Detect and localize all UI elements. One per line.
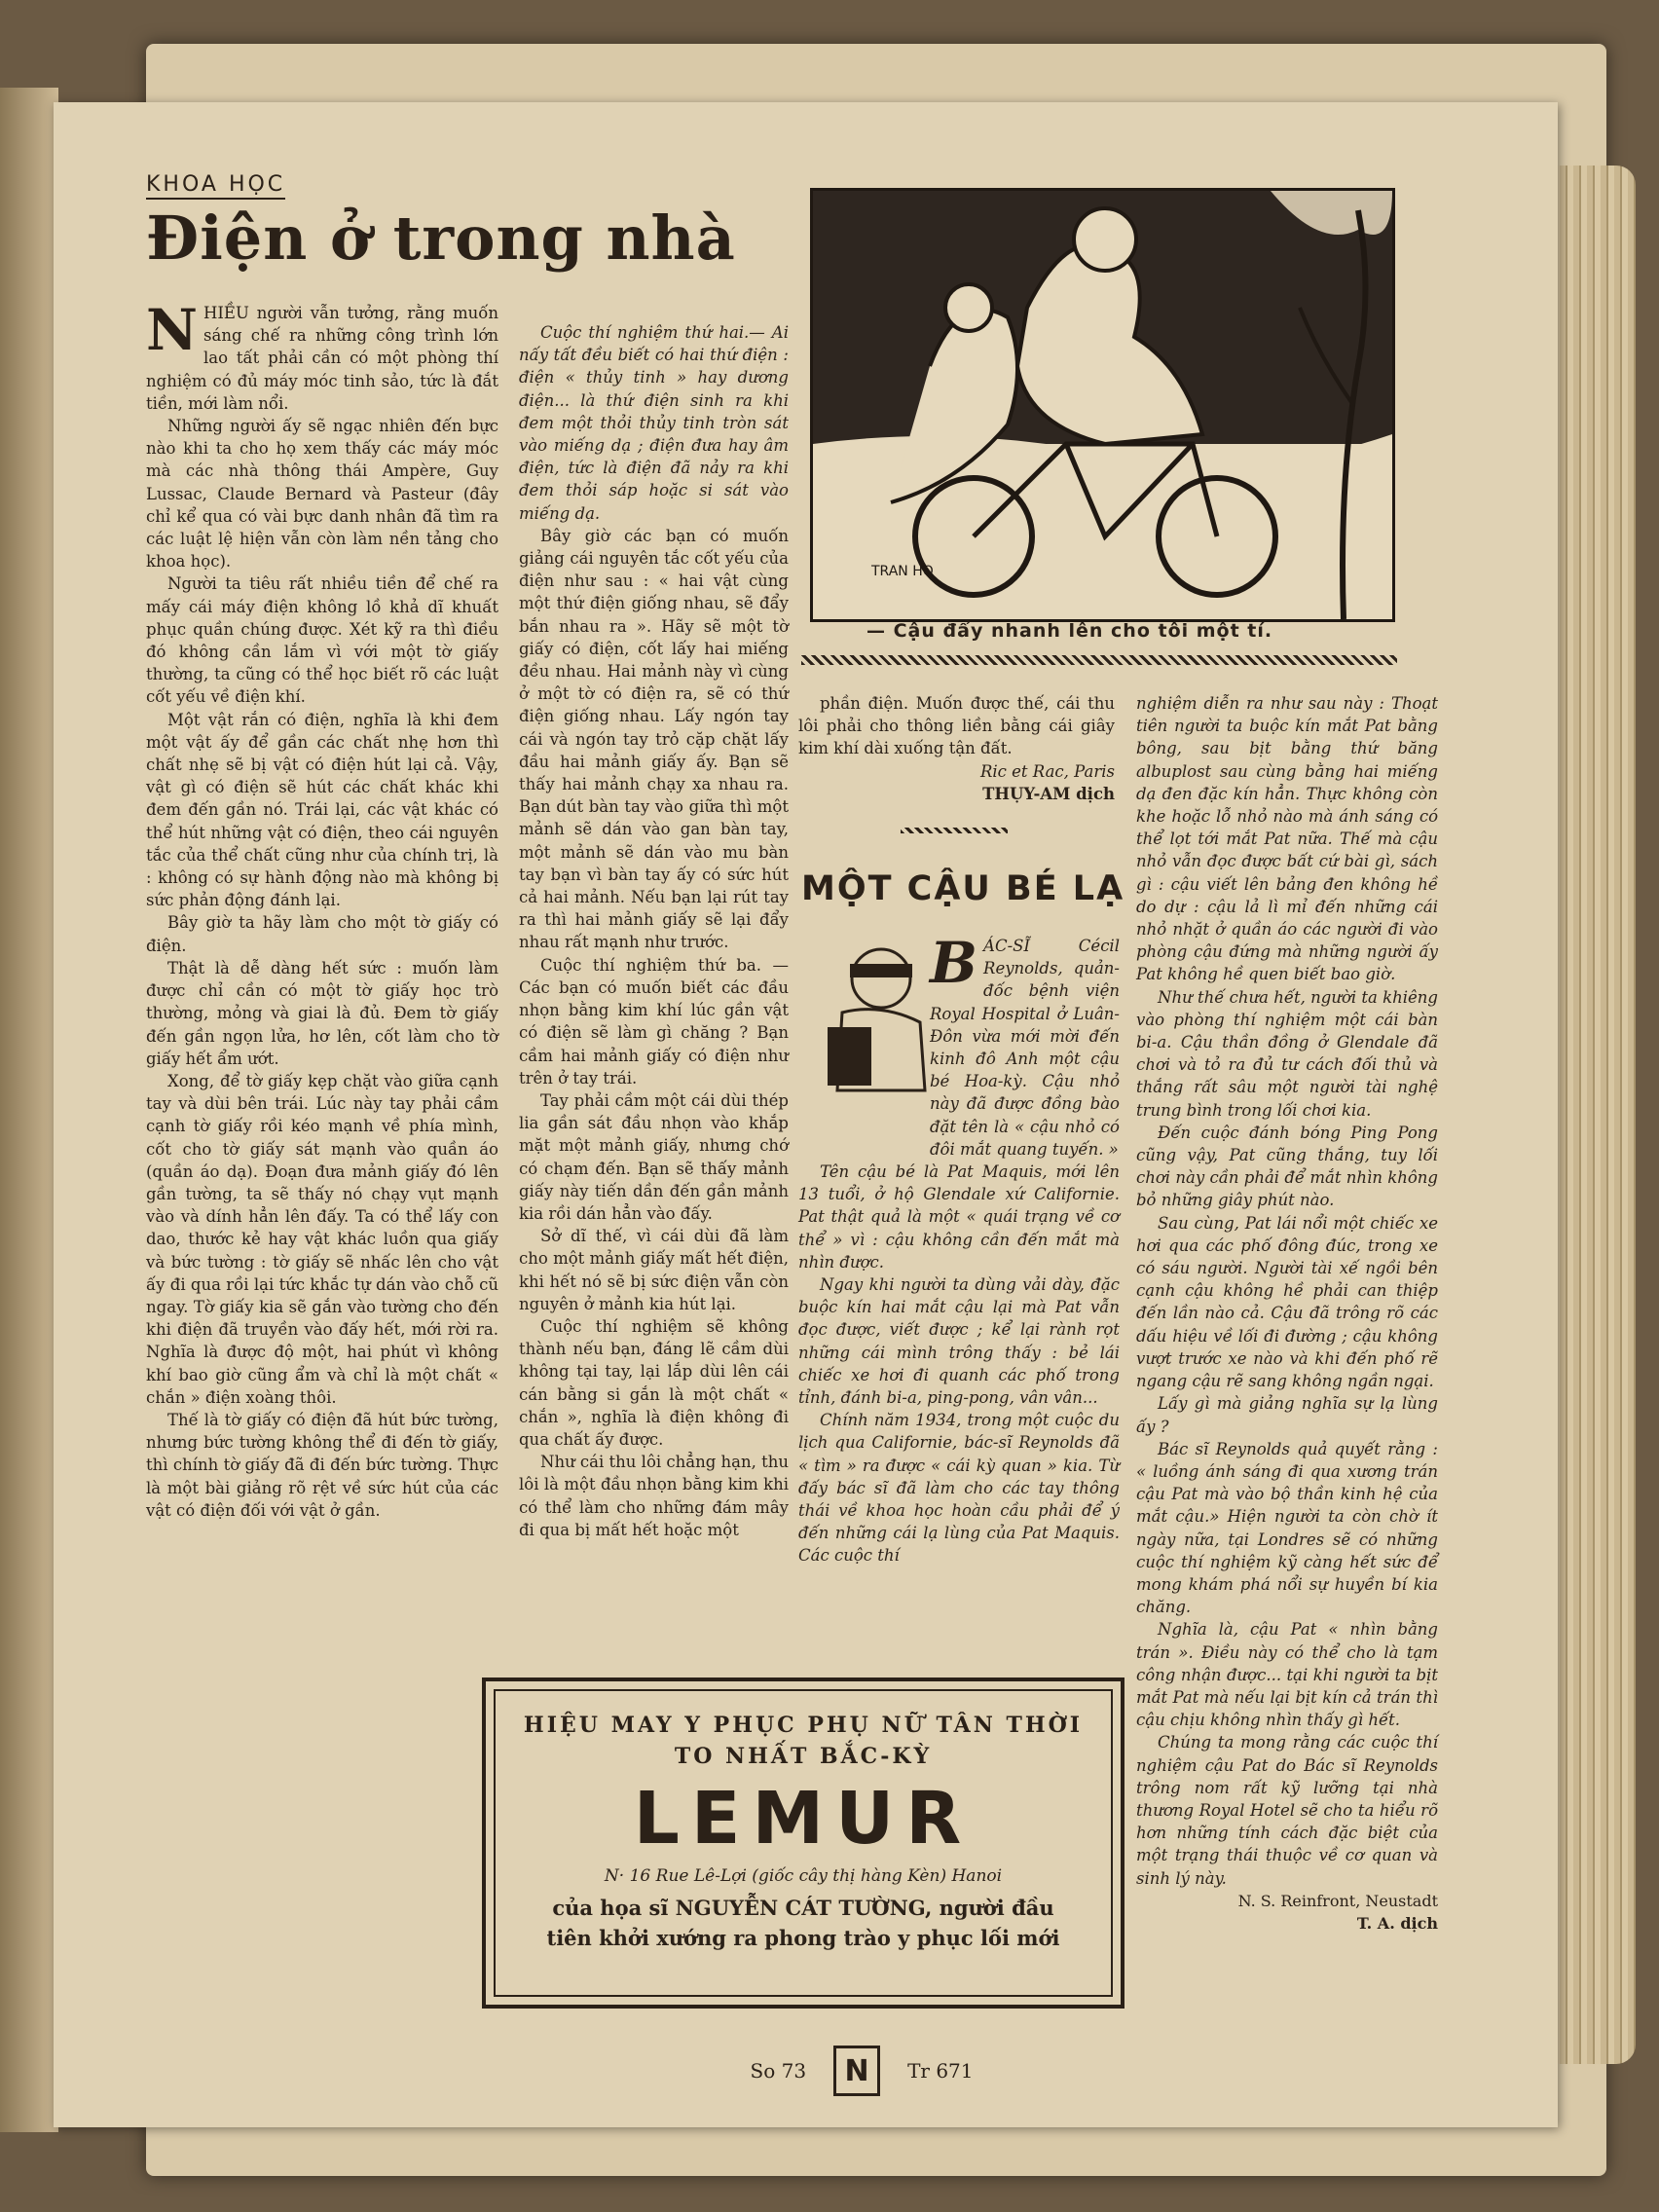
paragraph: Bây giờ ta hãy làm cho một tờ giấy có điện. — [146, 913, 498, 955]
paragraph: Đến cuộc đánh bóng Ping Pong cũng vậy, Pat cũng thắng, tuy lối chơi này cần phải để mắt nhìn không bỏ những giây phút nào. — [1136, 1123, 1438, 1210]
small-rule — [901, 828, 1008, 833]
artist-signature: TRAN HO — [871, 564, 934, 579]
cyclists-drawing — [813, 191, 1392, 619]
paragraph: Như thế chưa hết, người ta khiêng vào phòng thí nghiệm một cái bàn bi-a. Cậu thần đồng ở Glendale đã chơi và tỏ ra đủ tư cách đối thủ và thắng rất sâu một người tài nghệ trung bình trong lối chơi kia. — [1136, 987, 1438, 1120]
issue-number: So 73 — [750, 2059, 807, 2083]
ad-line-6: tiên khởi xướng ra phong trào y phục lối mới — [546, 1926, 1060, 1950]
paragraph: Người ta tiêu rất nhiều tiền để chế ra mấy cái máy điện không lồ khả dĩ khuất phục quần chúng được. Xét kỹ ra thì điều đó không cần lắm vì với một tờ giấy thường, ta cũng có thể học biết rõ các luật cốt yếu về điện khí. — [146, 574, 498, 707]
article-column-3 — [798, 692, 1115, 805]
illustration-caption: — Cậu đẩy nhanh lên cho tôi một tí. — [866, 620, 1273, 642]
story-source: N. S. Reinfront, Neustadt — [1237, 1891, 1438, 1910]
article-column-1 — [146, 297, 498, 1522]
paragraph: Chúng ta mong rằng các cuộc thí nghiệm cậu Pat do Bác sĩ Reynolds trông nom rất kỹ lưỡng tại nhà thương Royal Hotel sẽ cho ta hiểu rõ hơn những tính cách đặc biệt của một trạng thái thuộc về cơ quan và sinh lý này. — [1136, 1733, 1438, 1888]
paragraph: Bác sĩ Reynolds quả quyết rằng : « luồng ánh sáng đi qua xương trán cậu Pat mà vào bộ thần kinh hệ của mắt cậu.» Hiện người ta còn chờ ít ngày nữa, tại Londres sẽ có những cuộc thí nghiệm kỹ càng hết sức để mong khám phá nổi sự huyền bí kia chăng. — [1136, 1439, 1438, 1617]
article-column-2 — [519, 321, 789, 1541]
page-footer — [706, 2046, 1017, 2096]
article-translator: THỤY-AM dịch — [982, 784, 1115, 803]
paragraph: Như cái thu lôi chẳng hạn, thu lôi là một đầu nhọn bằng kim khi có thể làm cho những đám mây đi qua bị mất hết hoặc một — [519, 1453, 790, 1539]
paragraph: Sau cùng, Pat lái nổi một chiếc xe hơi qua các phố đông đúc, trong xe có sáu người. Người tài xế ngồi bên cạnh cậu không hề phải can thiệp đến lần nào cả. Cậu đã trông rõ các dấu hiệu về lối đi đường ; cậu không vượt trước xe nào và khi đến phố rẽ ngang cậu rẽ sang không ngần ngại. — [1136, 1213, 1438, 1391]
drop-cap: N — [146, 297, 199, 363]
drop-cap: B — [930, 930, 978, 996]
paragraph: Cuộc thí nghiệm sẽ không thành nếu bạn, đáng lẽ cầm dùi không tại tay, lại lắp dùi lên cái cán bằng si gắn là một chất « chắn », nghĩa là điện không đi qua chất ấy được. — [519, 1316, 789, 1449]
section-kicker: KHOA HỌC — [146, 172, 285, 200]
paragraph: nghiệm diễn ra như sau này : Thoạt tiên người ta buộc kín mắt Pat bằng bông, sau bịt bằng thứ băng albuplost sau cùng bằng hai miếng dạ đen đặc kín hẳn. Thực không còn khe hoặc lỗ nhỏ nào mà ánh sáng có thể lọt tới mắt Pat nữa. Thế mà cậu nhỏ vẫn đọc được bất cứ bài gì, sách gì : cậu viết lên bảng đen không hề do dự : cậu lả lì mỉ đến những cái nhỏ nhặt ở quần áo các người đi vào phòng cậu đứng mà những người ấy Pat không hề quen biết bao giờ. — [1136, 694, 1438, 984]
paragraph: Lấy gì mà giảng nghĩa sự lạ lùng ấy ? — [1136, 1394, 1438, 1436]
left-page-edge — [0, 88, 58, 2132]
paragraph: phần điện. Muốn được thế, cái thu lôi phải cho thông liền bằng cái giây kim khí dài xuống tận đất. — [798, 694, 1115, 758]
paragraph: Chính năm 1934, trong một cuộc du lịch qua Californie, bác-sĩ Reynolds đã « tìm » ra được « cái kỳ quan » kia. Từ đấy bác sĩ đã làm cho các tay thông thái về khoa học hoàn cầu phải để ý đến những cái lạ lùng của Pat Maquis. Các cuộc thí — [798, 1411, 1120, 1566]
paragraph: Sở dĩ thế, vì cái dùi đã làm cho một mảnh giấy mất hết điện, khi hết nó sẽ bị sức điện vẫn còn nguyên ở mảnh kia hút lại. — [519, 1227, 789, 1313]
story-translator: T. A. dịch — [1356, 1913, 1438, 1933]
paragraph: Những người ấy sẽ ngạc nhiên đến bực nào khi ta cho họ xem thấy các máy móc mà các nhà thông thái Ampère, Guy Lussac, Claude Bernard và Pasteur (đây chỉ kể qua có vài bực danh nhân đã tìm ra các luật lệ hiện vẫn còn làm nền tảng cho khoa học). — [146, 417, 498, 571]
ad-address: N· 16 Rue Lê-Lợi (giốc cây thị hàng Kèn) Hanoi — [604, 1866, 1003, 1886]
paragraph: Thế là tờ giấy có điện đã hút bức tường, nhưng bức tường không thể đi đến tờ giấy, thì chính tờ giấy đã đi đến bức tường. Thực là một bài giảng rõ rệt về sức hút của các vật có điện đối với vật ở gần. — [146, 1410, 498, 1520]
paragraph: Nghĩa là, cậu Pat « nhìn bằng trán ». Điều này có thể cho là tạm công nhận được... tại khi người ta bịt mắt Pat mà nếu lại bịt kín cả trán thì cậu chịu không nhìn thấy gì hết. — [1136, 1620, 1438, 1730]
newspaper-page — [54, 102, 1558, 2127]
paragraph: Cuộc thí nghiệm thứ ba. — Các bạn có muốn biết các đầu nhọn bằng kim khí lúc gần vật có điện sẽ làm gì chăng ? Bạn cầm hai mảnh giấy có điện như trên ở tay trái. — [519, 955, 789, 1088]
paragraph: Xong, để tờ giấy kẹp chặt vào giữa cạnh tay và dùi bên trái. Lúc này tay phải cầm cạnh tờ giấy rồi kéo mạnh về phía mình, cốt cho tờ giấy sát mạnh vào quần áo (quần áo dạ). Đoạn đưa mảnh giấy đó lên gần tường, ta sẽ thấy nó chạy vụt mạnh vào và dính hẳn lên đấy. Ta có thể lấy con dao, thước kẻ hay vật khác luồn qua giấy và bức tường : tờ giấy sẽ nhấc lên cho vật ấy đi qua rồi lại tức khắc tự dán vào chỗ cũ ngay. Tờ giấy kia sẽ gắn vào tường cho đến khi điện đã truyền vào đấy hết, mới rời ra. Nghĩa là được độ một, hai phút vì không khí bao giờ cũng ẩm và chỉ là một chất « chắn » điện xoàng thôi. — [146, 1071, 498, 1407]
ad-line-2: TO NHẤT BẮC-KỲ — [674, 1744, 933, 1769]
article-source: Ric et Rac, Paris — [979, 761, 1115, 781]
story-title: MỘT CẬU BÉ LẠ — [801, 869, 1125, 908]
paragraph: Cuộc thí nghiệm thứ hai.— Ai nấy tất đều biết có hai thứ điện : điện « thủy tinh » hay dương điện... là thứ điện sinh ra khi đem một thỏi thủy tinh tròn sát vào miếng dạ ; điện đưa hay âm điện, tức là điện đã nảy ra khi đem thỏi sáp hoặc si sát vào miếng dạ. — [519, 323, 789, 523]
story-column-b — [1136, 692, 1438, 1935]
paragraph: Tay phải cầm một cái dùi thép lia gần sát đầu nhọn vào khắp mặt một mảnh giấy, nhưng chớ có chạm đến. Bạn sẽ thấy mảnh giấy này tiến dần đến gần mảnh kia rồi dán hẳn vào đấy. — [519, 1090, 789, 1223]
lemur-advertisement — [482, 1677, 1124, 2009]
paragraph: Một vật rắn có điện, nghĩa là khi đem một vật ấy để gần các chất nhẹ hơn thì chất nhẹ sẽ bị vật có điện hút lại cả. Vậy, vật gì có điện sẽ hút các chất khác khi đem đến gần nó. Trái lại, các vật khác có thể hút những vật có điện, theo cái nguyên tắc của thể chất cũng như của chính trị, là : không có sự hành động nào mà không bị sức phản động đánh lại. — [146, 710, 498, 910]
article-headline: Điện ở trong nhà — [146, 203, 736, 274]
article-lead: NHIỀU người vẫn tưởng, rằng muốn sáng chế ra những công trình lớn lao tất phải cần có một phòng thí nghiệm có đủ máy móc tinh sảo, tức là đắt tiền, mới làm nổi. — [146, 297, 498, 413]
newspaper-logo: N — [833, 2046, 880, 2096]
ad-line-1: HIỆU MAY Y PHỤC PHỤ NỮ TÂN THỜI — [523, 1713, 1084, 1738]
paragraph: Bây giờ các bạn có muốn giảng cái nguyên tắc cốt yếu của điện như sau : « hai vật cùng một thứ điện giống nhau, sẽ đẩy bắn nhau ra ». Hãy sẽ một tờ giấy có điện, cốt lấy hai miếng đều nhau. Hai mảnh này vì cùng ở một tờ có điện ra, sẽ có thứ điện giống nhau. Lấy ngón tay cái và ngón tay trỏ cặp chặt lấy đầu hai mảnh giấy ấy. Bạn sẽ thấy hai mảnh chạy xa nhau ra. Bạn dút bàn tay vào giữa thì một mảnh sẽ dán vào gan bàn tay, một mảnh sẽ dán vào mu bàn tay bạn vì bàn tay ấy có sức hút cả hai mảnh. Nếu bạn lại rút tay ra thì hai mảnh giấy sẽ lại đẩy nhau rất mạnh như trước. — [519, 526, 789, 952]
paragraph: Tên cậu bé là Pat Maquis, mới lên 13 tuổi, ở hộ Glendale xứ Californie. Pat thật quả là một « quái trạng về cơ thể » vì : cậu không cần đến mắt mà nhìn được. — [798, 1162, 1120, 1272]
story-lead: BÁC-SĨ Cécil Reynolds, quản-đốc bệnh viện Royal Hospital ở Luân-Đôn vừa mới mời đến kinh đô Anh một cậu bé Hoa-kỳ. Cậu nhỏ này đã được đồng bào đặt tên là « cậu nhỏ có đôi mắt quang tuyến. » — [930, 930, 1120, 1159]
ad-brand: LEMUR — [633, 1777, 974, 1861]
story-column-a — [798, 930, 1120, 1567]
page-number: Tr 671 — [907, 2059, 974, 2083]
paragraph: Ngay khi người ta dùng vải dày, đặc buộc kín hai mắt cậu lại mà Pat vẫn đọc được, viết được ; kể lại rành rọt những cái mình trông thấy : bẻ lái chiếc xe hơi đi quanh các phố trong tỉnh, đánh bi-a, ping-pong, vân vân... — [798, 1275, 1120, 1408]
cartoon-illustration — [810, 188, 1395, 622]
zigzag-rule — [801, 655, 1397, 665]
ad-line-5: của họa sĩ NGUYỄN CÁT TƯỜNG, người đầu — [552, 1896, 1054, 1920]
paragraph: Thật là dễ dàng hết sức : muốn làm được chỉ cần có một tờ giấy học trò thường, mỏng và giai là đủ. Đem tờ giấy đến gần ngọn lửa, hơ lên, cốt làm cho tờ giấy hết ẩm ướt. — [146, 958, 498, 1068]
